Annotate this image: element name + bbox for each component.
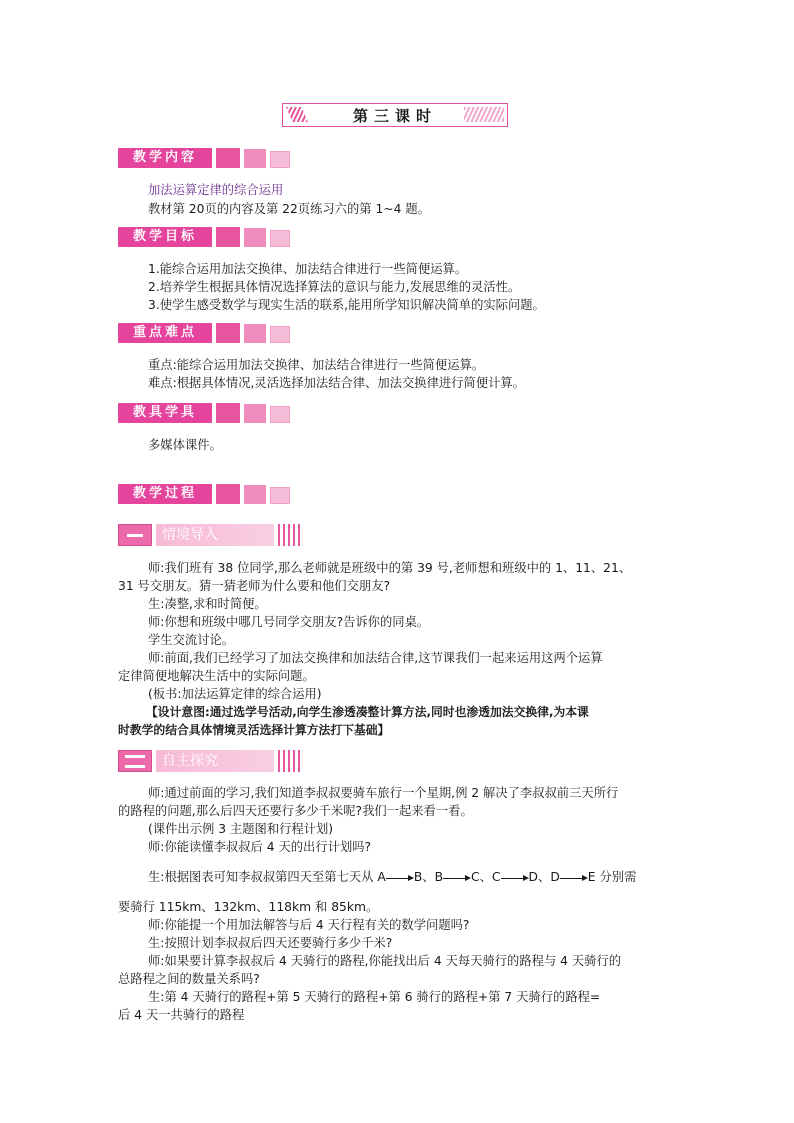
dialogue-line: 师:如果要计算李叔叔后 4 天骑行的路程,你能找出后 4 天每天骑行的路程与 4 天骑行的 xyxy=(148,954,622,968)
arrow-icon xyxy=(386,874,414,882)
dialogue-line: 要骑行 115km、132km、118km 和 85km。 xyxy=(118,900,379,914)
deco-square xyxy=(216,323,240,343)
dialogue-line: (课件出示例 3 主题图和行程计划) xyxy=(148,822,334,836)
deco-square xyxy=(216,148,240,168)
deco-square xyxy=(244,324,266,343)
section-header-label: 教学目标 xyxy=(118,227,212,247)
deco-square xyxy=(244,404,266,423)
board-note: (板书:加法运算定律的综合运用) xyxy=(148,687,322,701)
route-point: A xyxy=(377,870,386,884)
route-point: D xyxy=(550,870,560,884)
process-part-2-header xyxy=(118,750,300,772)
section-header-label: 重点难点 xyxy=(118,323,212,343)
part-number-two xyxy=(118,750,152,772)
part-title: 自主探究 xyxy=(156,750,274,772)
dialogue-line: 学生交流讨论。 xyxy=(148,633,235,647)
deco-square xyxy=(216,227,240,247)
deco-square xyxy=(216,403,240,423)
design-intent: 时教学的结合具体情境灵活选择计算方法打下基础】 xyxy=(118,723,390,737)
dialogue-line: 师:你想和班级中哪几号同学交朋友?告诉你的同桌。 xyxy=(148,615,430,629)
dialogue-line: 师:我们班有 38 位同学,那么老师就是班级中的第 39 号,老师想和班级中的 1、11、21、 xyxy=(148,561,632,575)
deco-square xyxy=(244,149,266,168)
part-number-one xyxy=(118,524,152,546)
route-line xyxy=(148,869,636,885)
deco-square xyxy=(270,151,290,168)
process-part-1-header xyxy=(118,524,300,546)
arrow-icon xyxy=(560,874,588,882)
route-suffix: 分别需 xyxy=(595,870,637,884)
route-sep: 、 xyxy=(479,870,492,884)
lesson-title: 第三课时 xyxy=(352,107,437,125)
deco-square xyxy=(216,484,240,504)
dialogue-line: 师:前面,我们已经学习了加法交换律和加法结合律,这节课我们一起来运用这两个运算 xyxy=(148,651,603,665)
deco-square xyxy=(270,406,290,423)
deco-bars xyxy=(278,524,302,546)
dialogue-line: 生:按照计划李叔叔后四天还要骑行多少千米? xyxy=(148,936,393,950)
goal-item: 2.培养学生根据具体情况选择算法的意识与能力,发展思维的灵活性。 xyxy=(148,280,521,294)
dialogue-line: 后 4 天一共骑行的路程 xyxy=(118,1008,245,1022)
content-topic: 加法运算定律的综合运用 xyxy=(148,183,284,197)
dialogue-line: 生:凑整,求和时简便。 xyxy=(148,597,267,611)
section-header-label: 教学内容 xyxy=(118,148,212,168)
goal-item: 3.使学生感受数学与现实生活的联系,能用所学知识解决简单的实际问题。 xyxy=(148,298,545,312)
section-header-label: 教学过程 xyxy=(118,484,212,504)
deco-square xyxy=(270,230,290,247)
design-intent: 【设计意图:通过选学号活动,向学生渗透凑整计算方法,同时也渗透加法交换律,为本课 xyxy=(146,705,589,719)
dialogue-line: 的路程的问题,那么后四天还要行多少千米呢?我们一起来看一看。 xyxy=(118,804,473,818)
route-point: E xyxy=(587,870,596,884)
route-point: C xyxy=(471,870,480,884)
route-point: B xyxy=(434,870,444,884)
route-point: D xyxy=(528,870,538,884)
tools-text: 多媒体课件。 xyxy=(148,438,222,452)
deco-square xyxy=(244,228,266,247)
deco-square xyxy=(270,326,290,343)
route-sep: 、 xyxy=(422,870,435,884)
dialogue-line: 师:你能读懂李叔叔后 4 天的出行计划吗? xyxy=(148,840,372,854)
route-point: C xyxy=(491,870,501,884)
dialogue-line: 生:第 4 天骑行的路程+第 5 天骑行的路程+第 6 骑行的路程+第 7 天骑行的路程= xyxy=(148,990,601,1004)
content-pages: 教材第 20页的内容及第 22页练习六的第 1~4 题。 xyxy=(148,202,430,216)
route-prefix: 生:根据图表可知李叔叔第四天至第七天从 xyxy=(148,870,378,884)
dialogue-line: 总路程之间的数量关系吗? xyxy=(118,972,260,986)
dialogue-line: 定律简便地解决生活中的实际问题。 xyxy=(118,669,315,683)
deco-square xyxy=(244,485,266,504)
route-point: B xyxy=(413,870,423,884)
arrow-icon xyxy=(443,874,471,882)
difficult-point: 难点:根据具体情况,灵活选择加法结合律、加法交换律进行简便计算。 xyxy=(148,376,525,390)
deco-square xyxy=(270,487,290,504)
section-header-label: 教具学具 xyxy=(118,403,212,423)
dialogue-line: 师:你能提一个用加法解答与后 4 天行程有关的数学问题吗? xyxy=(148,918,470,932)
dialogue-line: 师:通过前面的学习,我们知道李叔叔要骑车旅行一个星期,例 2 解决了李叔叔前三天所行 xyxy=(148,786,619,800)
arrow-icon xyxy=(501,874,529,882)
lesson-title-banner xyxy=(282,103,508,127)
route-sep: 、 xyxy=(538,870,551,884)
key-point: 重点:能综合运用加法交换律、加法结合律进行一些简便运算。 xyxy=(148,358,485,372)
goal-item: 1.能综合运用加法交换律、加法结合律进行一些简便运算。 xyxy=(148,262,468,276)
deco-bars xyxy=(278,750,302,772)
part-title: 情境导入 xyxy=(156,524,274,546)
dialogue-line: 31 号交朋友。猜一猜老师为什么要和他们交朋友? xyxy=(118,579,391,593)
